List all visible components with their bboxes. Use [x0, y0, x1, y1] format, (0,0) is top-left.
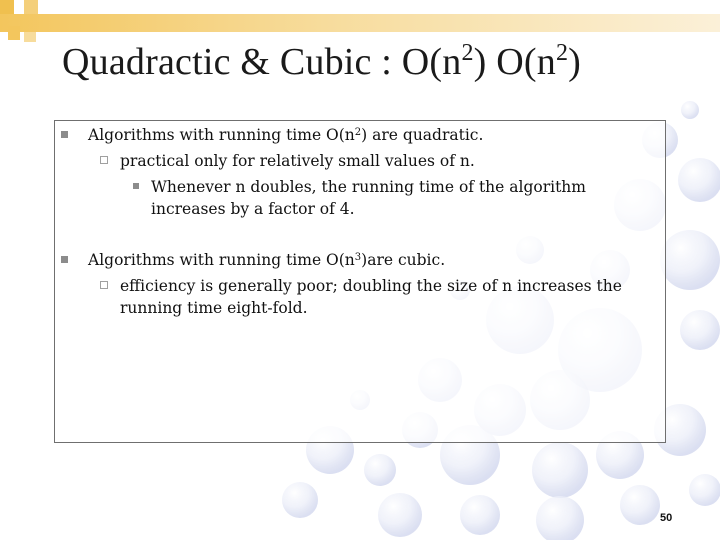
square-bullet-icon	[133, 183, 139, 189]
bullet-text: Algorithms with running time $O(n^3)are$ cubic.	[88, 251, 446, 269]
slide-title	[62, 40, 581, 84]
sub-bullet-text: efficiency is generally poor; doubling the size of n increases the	[120, 277, 622, 295]
superscript: 2	[354, 127, 362, 138]
title-superscript: 2	[461, 40, 474, 66]
sub-bullet-text: running time eight-fold.	[120, 299, 308, 317]
sub-bullet-text: practical only for relatively small values of n.	[120, 152, 475, 170]
square-bullet-icon	[61, 256, 68, 263]
square-bullet-icon	[61, 131, 68, 138]
hollow-square-bullet-icon	[100, 156, 108, 164]
title-text: )	[568, 41, 581, 83]
superscript: 3	[354, 252, 362, 263]
title-text: Quadractic & Cubic : O(n	[62, 41, 462, 83]
title-superscript: 2	[555, 40, 569, 66]
hollow-square-bullet-icon	[100, 281, 108, 289]
sub-sub-bullet-text: increases by a factor of 4.	[151, 200, 355, 218]
bullet-text: Algorithms with running time $O(n^2)$ are quadratic.	[88, 126, 484, 144]
page-number: 50	[660, 512, 673, 524]
sub-sub-bullet-text: Whenever n doubles, the running time of the algorithm	[151, 178, 586, 196]
title-text: ) O(n	[473, 41, 556, 83]
